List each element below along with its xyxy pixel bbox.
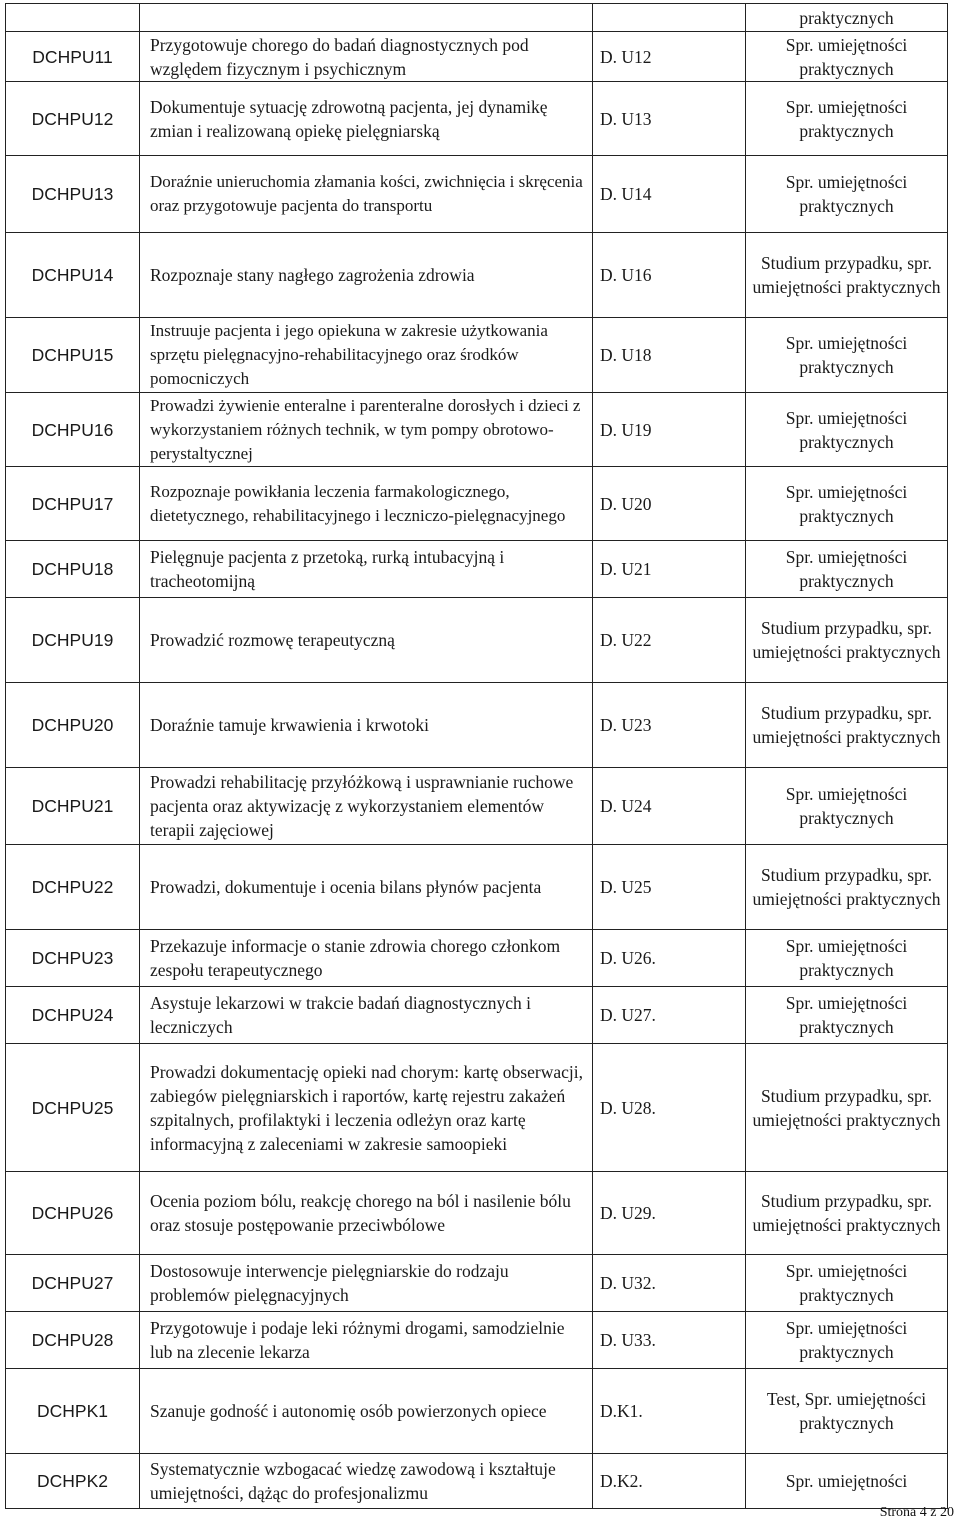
table-row	[6, 233, 948, 318]
code-cell: DCHPU20	[6, 683, 140, 768]
description-cell: Pielęgnuje pacjenta z przetoką, rurką intubacyjną i tracheotomijną	[140, 541, 593, 598]
code-cell: DCHPU19	[6, 598, 140, 683]
description-cell: Instruuje pacjenta i jego opiekuna w zakresie użytkowania sprzętu pielęgnacyjno-rehabilitacyjnego oraz środków pomocniczych	[140, 318, 593, 393]
table-row	[6, 4, 948, 32]
method-cell: Test, Spr. umiejętności praktycznych	[746, 1369, 948, 1454]
code-cell: DCHPU24	[6, 987, 140, 1044]
method-cell: Spr. umiejętności praktycznych	[746, 467, 948, 541]
reference-cell: D. U21	[593, 541, 746, 598]
method-cell: Spr. umiejętności praktycznych	[746, 393, 948, 467]
code-cell: DCHPU25	[6, 1044, 140, 1172]
description-cell: Szanuje godność i autonomię osób powierzonych opiece	[140, 1369, 593, 1454]
table-row	[6, 1369, 948, 1454]
reference-cell: D. U18	[593, 318, 746, 393]
code-cell: DCHPU28	[6, 1312, 140, 1369]
code-cell: DCHPU22	[6, 845, 140, 930]
description-cell: Ocenia poziom bólu, reakcję chorego na ból i nasilenie bólu oraz stosuje postępowanie przeciwbólowe	[140, 1172, 593, 1255]
table-row	[6, 467, 948, 541]
table-row	[6, 1255, 948, 1312]
reference-cell: D. U20	[593, 467, 746, 541]
table-row	[6, 1454, 948, 1509]
table-row	[6, 541, 948, 598]
description-cell: Prowadzi, dokumentuje i ocenia bilans płynów pacjenta	[140, 845, 593, 930]
table-row	[6, 683, 948, 768]
table-row	[6, 393, 948, 467]
table-row	[6, 1312, 948, 1369]
reference-cell: D. U13	[593, 82, 746, 156]
description-cell: Dostosowuje interwencje pielęgniarskie do rodzaju problemów pielęgnacyjnych	[140, 1255, 593, 1312]
method-cell: Spr. umiejętności praktycznych	[746, 156, 948, 233]
method-cell: Spr. umiejętności praktycznych	[746, 1255, 948, 1312]
description-cell: Doraźnie tamuje krwawienia i krwotoki	[140, 683, 593, 768]
reference-cell: D. U19	[593, 393, 746, 467]
method-cell: Studium przypadku, spr. umiejętności praktycznych	[746, 233, 948, 318]
code-cell: DCHPU15	[6, 318, 140, 393]
description-cell: Prowadzić rozmowę terapeutyczną	[140, 598, 593, 683]
code-cell	[6, 4, 140, 32]
code-cell: DCHPK2	[6, 1454, 140, 1509]
table-row	[6, 156, 948, 233]
table-row	[6, 768, 948, 845]
reference-cell: D. U25	[593, 845, 746, 930]
table-row	[6, 598, 948, 683]
description-cell: Prowadzi rehabilitację przyłóżkową i usprawnianie ruchowe pacjenta oraz aktywizację z wykorzystaniem elementów terapii zajęciowej	[140, 768, 593, 845]
description-cell	[140, 4, 593, 32]
table-row	[6, 318, 948, 393]
reference-cell: D.K2.	[593, 1454, 746, 1509]
description-cell: Dokumentuje sytuację zdrowotną pacjenta, jej dynamikę zmian i realizowaną opiekę pielęgniarską	[140, 82, 593, 156]
table-row	[6, 1172, 948, 1255]
code-cell: DCHPU11	[6, 32, 140, 82]
description-cell: Przekazuje informacje o stanie zdrowia chorego członkom zespołu terapeutycznego	[140, 930, 593, 987]
code-cell: DCHPU17	[6, 467, 140, 541]
code-cell: DCHPU12	[6, 82, 140, 156]
code-cell: DCHPU14	[6, 233, 140, 318]
method-cell: Spr. umiejętności	[746, 1454, 948, 1509]
description-cell: Rozpoznaje stany nagłego zagrożenia zdrowia	[140, 233, 593, 318]
description-cell: Przygotowuje chorego do badań diagnostycznych pod względem fizycznym i psychicznym	[140, 32, 593, 82]
description-cell: Przygotowuje i podaje leki różnymi drogami, samodzielnie lub na zlecenie lekarza	[140, 1312, 593, 1369]
table-row	[6, 32, 948, 82]
method-cell: Spr. umiejętności praktycznych	[746, 768, 948, 845]
learning-outcomes-table	[5, 3, 948, 1509]
description-cell: Rozpoznaje powikłania leczenia farmakologicznego, dietetycznego, rehabilitacyjnego i leczniczo-pielęgnacyjnego	[140, 467, 593, 541]
table-row	[6, 930, 948, 987]
code-cell: DCHPU13	[6, 156, 140, 233]
description-cell: Asystuje lekarzowi w trakcie badań diagnostycznych i leczniczych	[140, 987, 593, 1044]
reference-cell: D. U29.	[593, 1172, 746, 1255]
code-cell: DCHPU26	[6, 1172, 140, 1255]
method-cell: Studium przypadku, spr. umiejętności praktycznych	[746, 845, 948, 930]
code-cell: DCHPU27	[6, 1255, 140, 1312]
reference-cell: D. U23	[593, 683, 746, 768]
code-cell: DCHPU18	[6, 541, 140, 598]
table-row	[6, 82, 948, 156]
method-cell: Spr. umiejętności praktycznych	[746, 541, 948, 598]
method-cell: Spr. umiejętności praktycznych	[746, 930, 948, 987]
reference-cell: D. U16	[593, 233, 746, 318]
footer-total-pages: 20	[940, 1505, 954, 1520]
reference-cell: D. U14	[593, 156, 746, 233]
reference-cell: D. U26.	[593, 930, 746, 987]
reference-cell: D. U24	[593, 768, 746, 845]
reference-cell: D.K1.	[593, 1369, 746, 1454]
code-cell: DCHPU16	[6, 393, 140, 467]
page-footer	[880, 1505, 954, 1521]
method-cell: Studium przypadku, spr. umiejętności praktycznych	[746, 1044, 948, 1172]
description-cell: Systematycznie wzbogacać wiedzę zawodową i kształtuje umiejętności, dążąc do profesjonalizmu	[140, 1454, 593, 1509]
method-cell: Spr. umiejętności praktycznych	[746, 318, 948, 393]
description-cell: Doraźnie unieruchomia złamania kości, zwichnięcia i skręcenia oraz przygotowuje pacjenta do transportu	[140, 156, 593, 233]
table-row	[6, 1044, 948, 1172]
description-cell: Prowadzi żywienie enteralne i parenteralne dorosłych i dzieci z wykorzystaniem różnych technik, w tym pompy obrotowo-perystaltycznej	[140, 393, 593, 467]
code-cell: DCHPU23	[6, 930, 140, 987]
reference-cell: D. U12	[593, 32, 746, 82]
reference-cell: D. U28.	[593, 1044, 746, 1172]
table-row	[6, 987, 948, 1044]
method-cell: Studium przypadku, spr. umiejętności praktycznych	[746, 598, 948, 683]
reference-cell: D. U33.	[593, 1312, 746, 1369]
method-cell: praktycznych	[746, 4, 948, 32]
method-cell: Spr. umiejętności praktycznych	[746, 82, 948, 156]
reference-cell: D. U22	[593, 598, 746, 683]
code-cell: DCHPK1	[6, 1369, 140, 1454]
footer-prefix: Strona	[879, 1505, 920, 1520]
reference-cell	[593, 4, 746, 32]
footer-separator: z	[926, 1505, 940, 1520]
method-cell: Studium przypadku, spr. umiejętności praktycznych	[746, 683, 948, 768]
method-cell: Spr. umiejętności praktycznych	[746, 1312, 948, 1369]
reference-cell: D. U32.	[593, 1255, 746, 1312]
code-cell: DCHPU21	[6, 768, 140, 845]
reference-cell: D. U27.	[593, 987, 746, 1044]
method-cell: Studium przypadku, spr. umiejętności praktycznych	[746, 1172, 948, 1255]
table-row	[6, 845, 948, 930]
description-cell: Prowadzi dokumentację opieki nad chorym: kartę obserwacji, zabiegów pielęgniarskich i raportów, kartę rejestru zakażeń szpitalnych, profilaktyki i leczenia odleżyn oraz kartę informacyjną z zaleceniami w zakresie samoopieki	[140, 1044, 593, 1172]
footer-page-number: 4	[919, 1505, 927, 1520]
method-cell: Spr. umiejętności praktycznych	[746, 32, 948, 82]
method-cell: Spr. umiejętności praktycznych	[746, 987, 948, 1044]
